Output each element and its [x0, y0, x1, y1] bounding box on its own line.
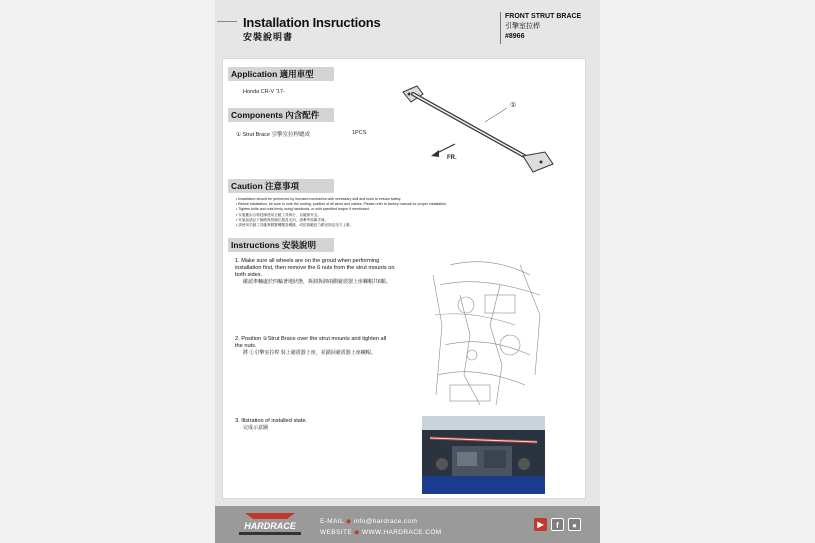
component-item: ① Strut Brace 引擎室拉桿總成 — [236, 132, 310, 138]
step-2-text: 2. Position ①Strut Brace over the strut mounts and tighten all the nuts. — [235, 336, 387, 349]
product-info — [505, 12, 581, 42]
brace-mount-right — [523, 152, 553, 172]
product-code: #8966 — [505, 33, 525, 40]
email-row: E-MAIL ◆ info@hardrace.com — [320, 518, 418, 525]
step-3-text-cn: 完成示意圖 — [243, 425, 269, 431]
instruction-step-3 — [235, 418, 395, 432]
step-1-text-cn: 確認車輛處於四輪著地狀態，拆卸拆卸兩側避震器上座螺帽共6顆。 — [243, 279, 391, 285]
strut-brace-diagram — [395, 80, 565, 180]
wechat-icon[interactable]: ● — [568, 518, 581, 531]
components-heading: Components 內含配件 — [228, 108, 334, 122]
document-title: Installation Insructions — [243, 15, 381, 30]
installed-state-photo — [422, 416, 545, 494]
email-link[interactable]: info@hardrace.com — [353, 518, 418, 525]
svg-text:HARDRACE: HARDRACE — [244, 521, 296, 531]
document-title-cn: 安裝說明書 — [243, 33, 294, 43]
step-2-text-cn: 將 ①引擎室拉桿 裝上避震器上座，並鎖回避震器上座螺帽。 — [243, 350, 376, 356]
header-divider — [500, 12, 501, 44]
caution-item: • 安裝前請記下線路與管線位置及走向，請參考原廠手冊。 — [236, 218, 536, 223]
caution-heading: Caution 注意事項 — [228, 179, 334, 193]
caution-item: • 請使用手動工具確實鎖緊螺帽及螺絲，或依規範扭力鎖至指定扭力上緊。 — [236, 223, 536, 228]
footer-contact — [320, 516, 442, 538]
email-label: E-MAIL — [320, 518, 344, 525]
website-label: WEBSITE — [320, 529, 353, 536]
facebook-icon[interactable]: f — [551, 518, 564, 531]
caution-list — [236, 197, 536, 228]
caution-item: • Before installation, be sure to note the routing, position of all wires and cables. Please refer to factory manual for proper installation. — [236, 202, 536, 207]
instruction-step-1 — [235, 258, 395, 286]
step-1-text: 1. Make sure all wheels are on the groud when performing installation first, then remove the 6 nuts from the strut mounts on both sides. — [235, 258, 395, 278]
step-3-text: 3. Illstration of installed state. — [235, 418, 308, 424]
engine-bay-line-drawing — [430, 255, 550, 415]
hardrace-logo — [225, 511, 315, 539]
product-name-cn: 引擎室拉桿 — [505, 23, 540, 30]
instruction-step-2 — [235, 336, 395, 357]
header-rule-left — [217, 21, 237, 22]
instructions-heading: Instructions 安裝說明 — [228, 238, 334, 252]
callout-leader — [485, 108, 507, 122]
component-qty: 1PCS — [352, 130, 367, 136]
caution-item: • Installation should be performed by licensed mechanics with necessary skill and tools to ensure safety. — [236, 197, 536, 202]
caution-item: • 安裝應由合格技師使用正確工具執行，以確保安全。 — [236, 213, 536, 218]
website-link[interactable]: WWW.HARDRACE.COM — [361, 529, 442, 536]
product-name: FRONT STRUT BRACE — [505, 13, 582, 20]
front-direction-label: FR. — [447, 155, 457, 161]
application-heading: Application 適用車型 — [228, 67, 334, 81]
callout-number: ① — [510, 102, 517, 109]
website-row: WEBSITE ◆ WWW.HARDRACE.COM — [320, 529, 442, 536]
application-vehicle: Honda CR-V '17- — [243, 89, 285, 95]
youtube-icon[interactable]: ▶ — [534, 518, 547, 531]
caution-item: • Tighten bolts and nuts firmly using handtools, or with specified torque if mentioned. — [236, 207, 536, 212]
